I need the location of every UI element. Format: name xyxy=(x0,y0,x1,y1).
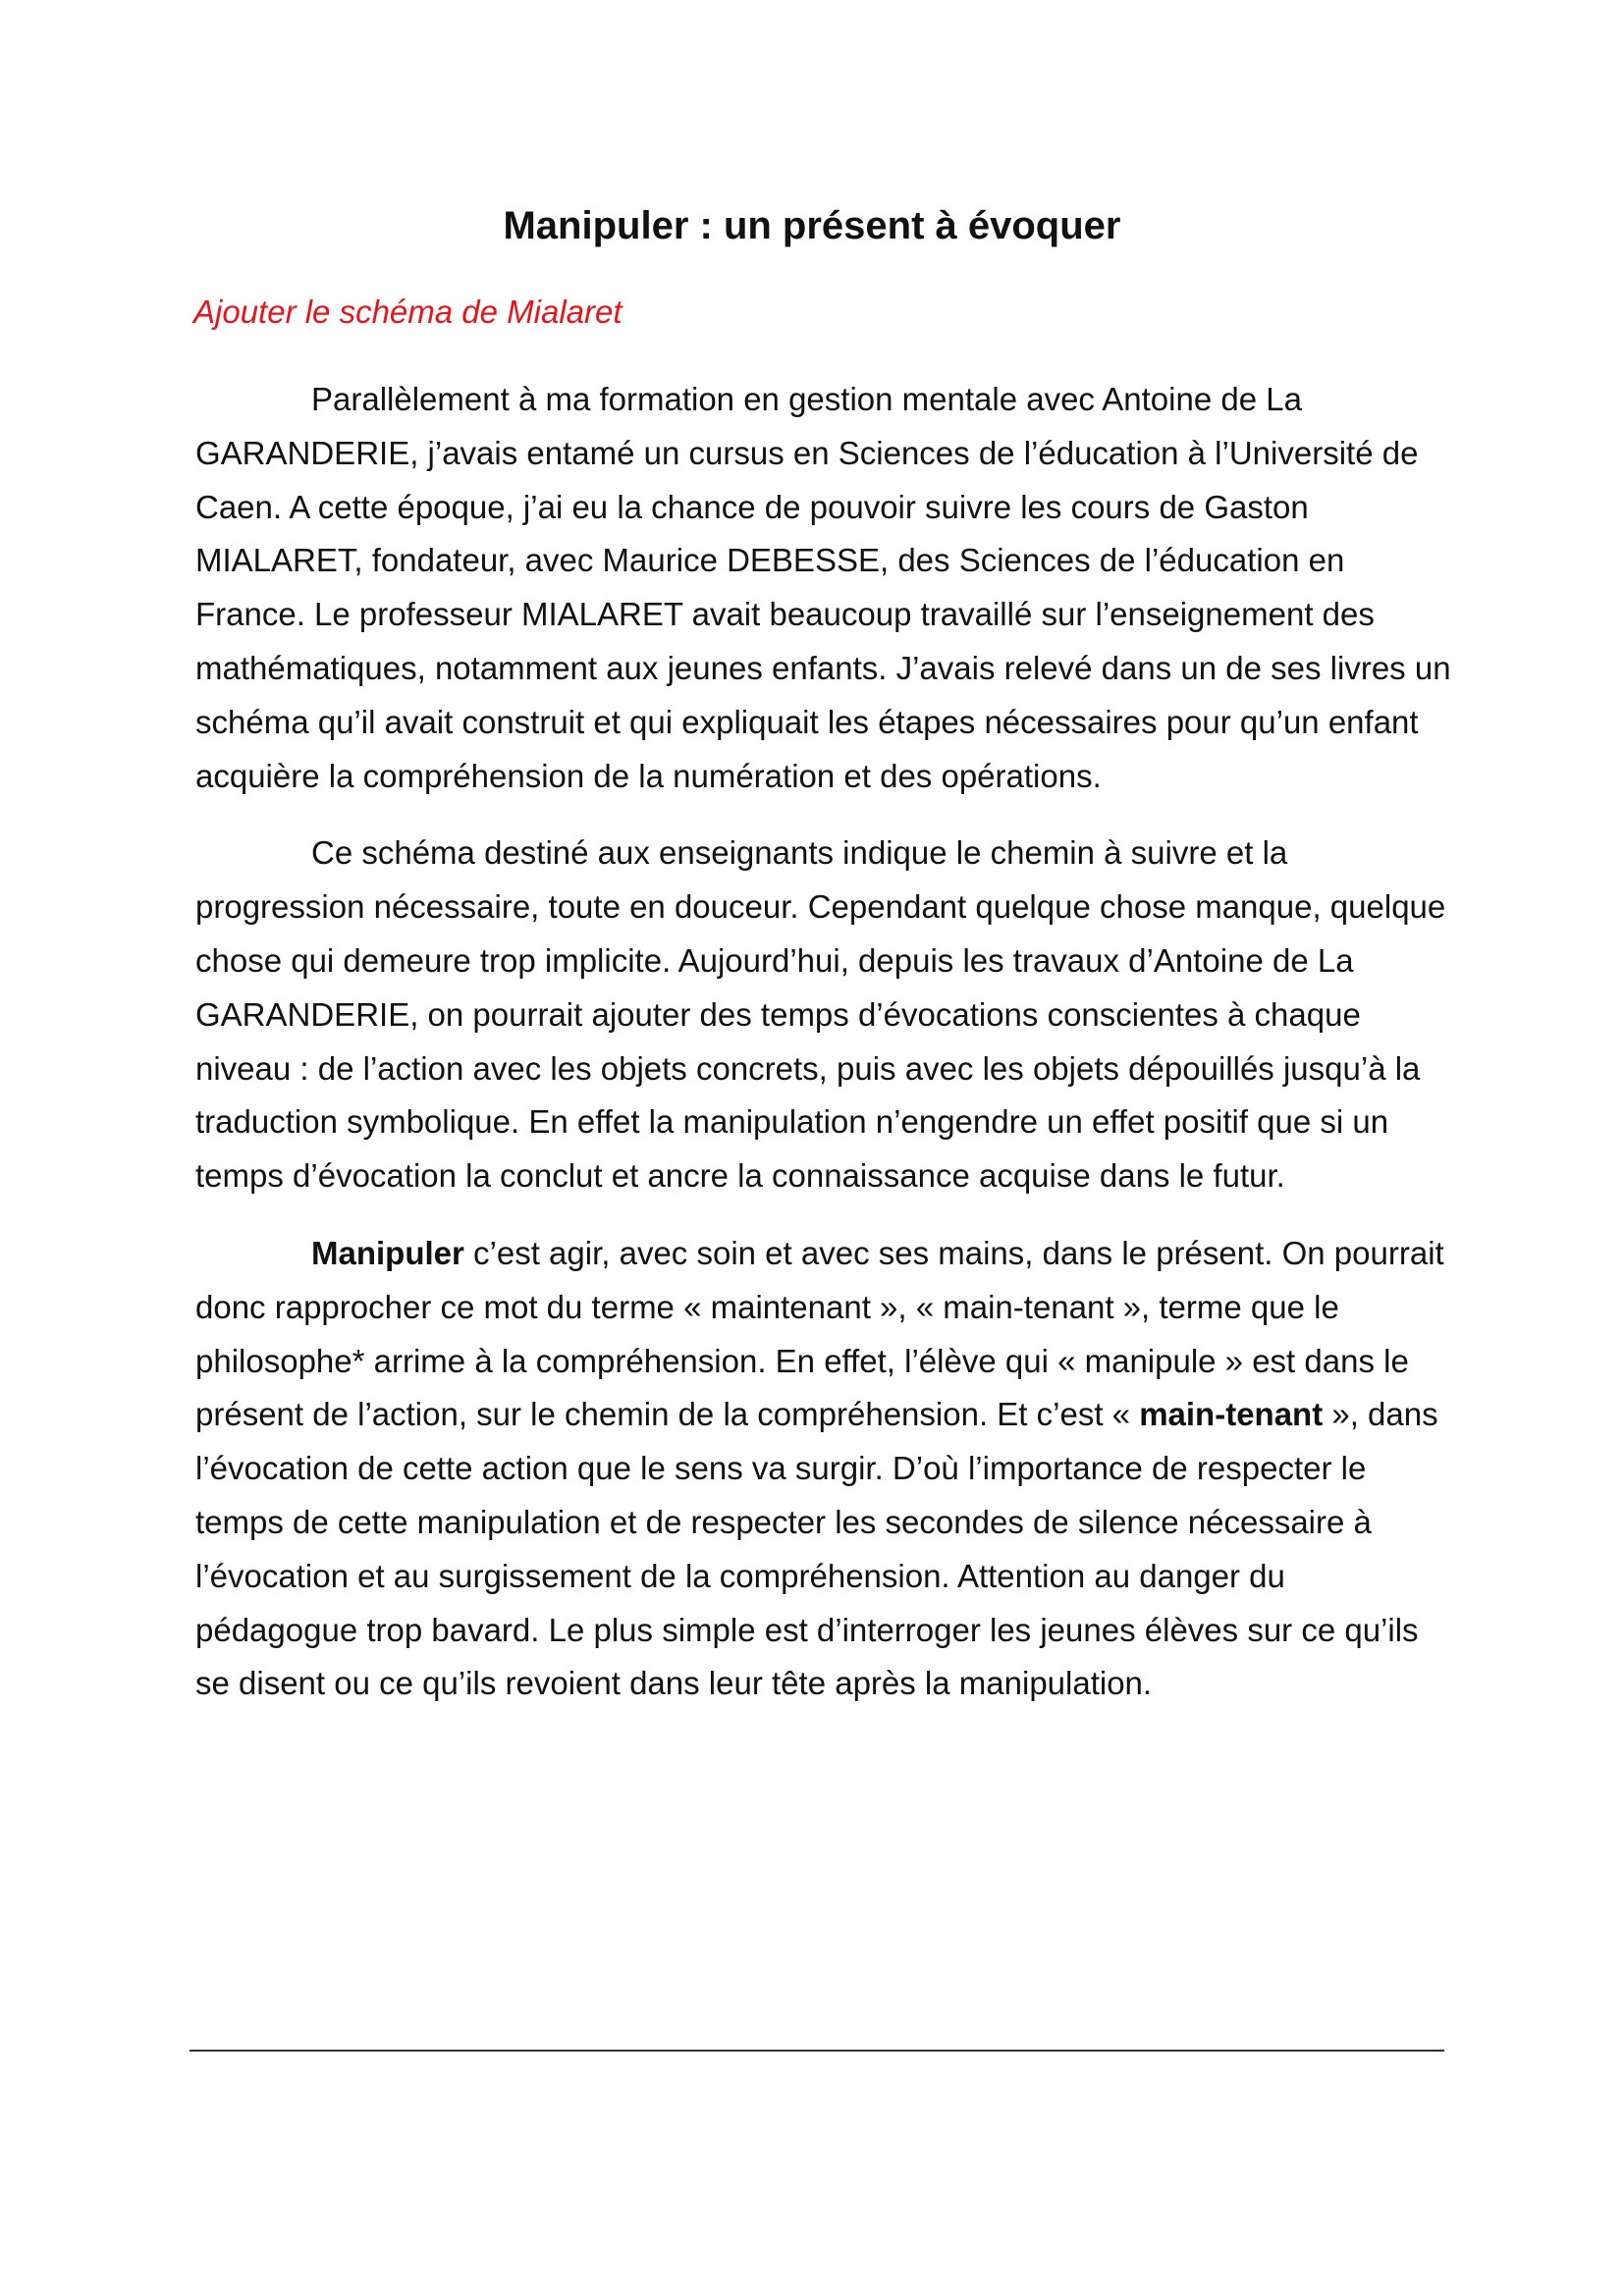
footer-divider xyxy=(189,2050,1444,2052)
page-subtitle: Ajouter le schéma de Mialaret xyxy=(193,294,623,330)
paragraph-1: Parallèlement à ma formation en gestion mentale avec Antoine de La GARANDERIE, j’avais entamé un cursus en Sciences de l’éducation à l’Université de Caen. A cette époque, j’ai eu la chance de pouvoir suivre les cours de Gaston MIALARET, fondateur, avec Maurice DEBESSE, des Sciences de l’éducation en France. Le professeur MIALARET avait beaucoup travaillé sur l’enseignement des mathématiques, notamment aux jeunes enfants. J’avais relevé dans un de ses livres un schéma qu’il avait construit et qui expliquait les étapes nécessaires pour qu’un enfant acquière la compréhension de la numération et des opérations. xyxy=(195,381,1451,794)
document-body xyxy=(195,373,1452,1735)
paragraph-3-text-part-1: c’est agir, avec soin et avec ses mains, dans le présent. On pourrait donc rapprocher ce mot du terme « maintenant », « main-tenant », terme que le philosophe* arrime à la compréhension. En effet, l’élève qui « manipule » est dans le présent de l’action, sur le chemin de la compréhension. Et c’est « xyxy=(195,1234,1444,1433)
paragraph-3-text-part-2: », dans l’évocation de cette action que le sens va surgir. D’où l’importance de respecter le temps de cette manipulation et de respecter les secondes de silence nécessaire à l’évocation et au surgissement de la compréhension. Attention au danger du pédagogue trop bavard. Le plus simple est d’interroger les jeunes élèves sur ce qu’ils se disent ou ce qu’ils revoient dans leur tête après la manipulation. xyxy=(195,1396,1438,1702)
paragraph-2: Ce schéma destiné aux enseignants indique le chemin à suivre et la progression nécessaire, toute en douceur. Cependant quelque chose manque, quelque chose qui demeure trop implicite. Aujourd’hui, depuis les travaux d’Antoine de La GARANDERIE, on pourrait ajouter des temps d’évocations conscientes à chaque niveau : de l’action avec les objets concrets, puis avec les objets dépouillés jusqu’à la traduction symbolique. En effet la manipulation n’engendre un effet positif que si un temps d’évocation la conclut et ancre la connaissance acquise dans le futur. xyxy=(195,834,1446,1195)
bold-term-manipuler: Manipuler xyxy=(311,1234,464,1271)
page-title: Manipuler : un présent à évoquer xyxy=(503,204,1121,247)
bold-term-main-tenant: main-tenant xyxy=(1139,1396,1324,1433)
paragraph-3 xyxy=(195,1227,1452,1711)
